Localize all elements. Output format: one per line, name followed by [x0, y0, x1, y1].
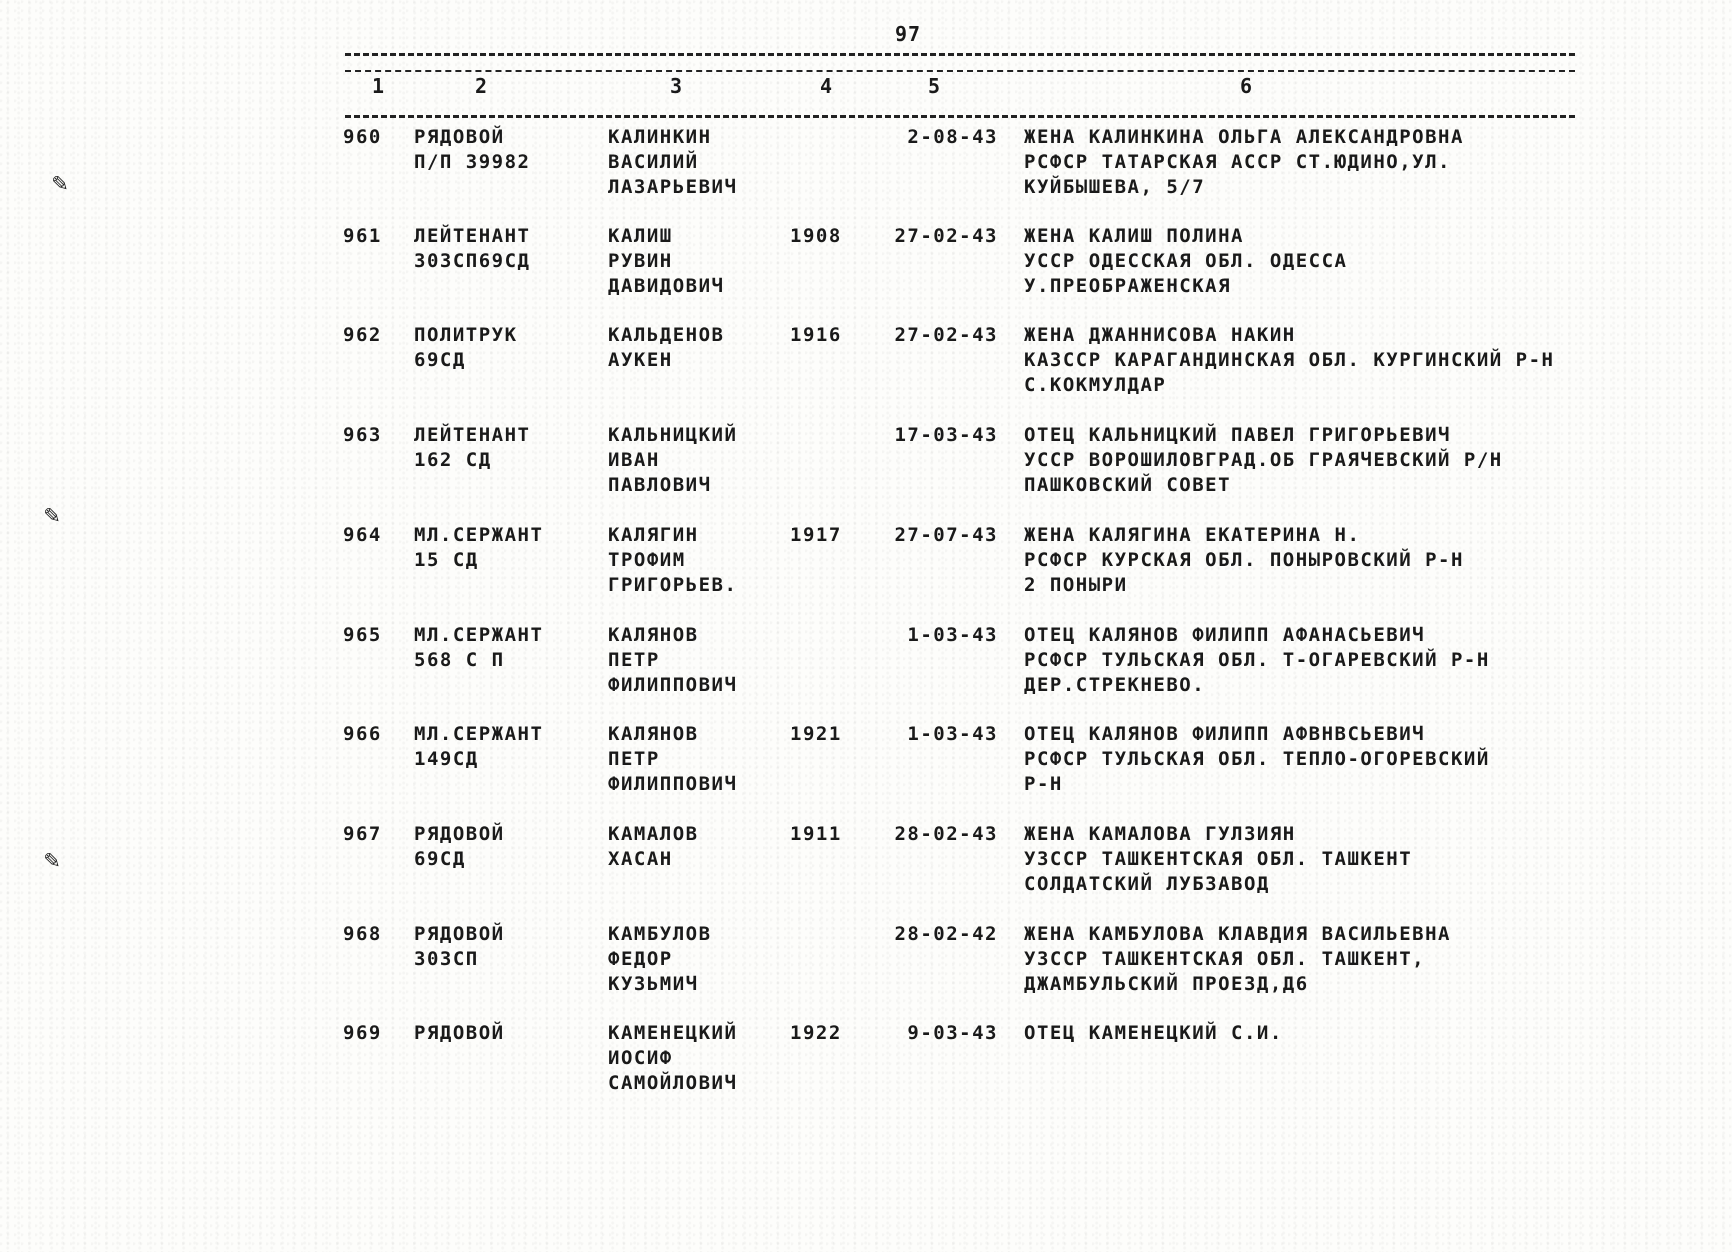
list-item [0, 1021, 1732, 1117]
rank-unit [414, 323, 518, 373]
relative-address-line: ОТЕЦ КАЛЬНИЦКИЙ ПАВЕЛ ГРИГОРЬЕВИЧ [1024, 424, 1451, 446]
date: 2-08-43 [907, 126, 998, 148]
full-name-line: КАМЕНЕЦКИЙ [608, 1022, 738, 1044]
full-name-line: КАМБУЛОВ [608, 923, 712, 945]
full-name-line: ДАВИДОВИЧ [608, 275, 725, 297]
rank-unit-line: МЛ.СЕРЖАНТ [414, 524, 544, 546]
page-number: 97 [895, 22, 922, 46]
full-name-line: ИОСИФ [608, 1047, 673, 1069]
birth-year: 1908 [790, 225, 842, 247]
full-name-line: ПЕТР [608, 748, 660, 770]
relative-address-line: ЖЕНА КАЛИШ ПОЛИНА [1024, 225, 1244, 247]
relative-address [1024, 224, 1347, 299]
rank-unit [414, 922, 505, 972]
entry-number: 960 [343, 126, 382, 148]
list-item [0, 224, 1732, 320]
full-name [608, 922, 712, 997]
relative-address-line: ЖЕНА КАМАЛОВА ГУЛЗИЯН [1024, 823, 1296, 845]
relative-address-line: РСФСР ТУЛЬСКАЯ ОБЛ. ТЕПЛО-ОГОРЕВСКИЙ [1024, 748, 1490, 770]
relative-address-line: КАЗССР КАРАГАНДИНСКАЯ ОБЛ. КУРГИНСКИЙ Р-Н [1024, 349, 1555, 371]
full-name-line: САМОЙЛОВИЧ [608, 1072, 738, 1094]
full-name-line: КАЛЬНИЦКИЙ [608, 424, 738, 446]
date: 28-02-43 [894, 823, 998, 845]
full-name-line: КАЛИШ [608, 225, 673, 247]
relative-address-line: ЖЕНА КАЛИНКИНА ОЛЬГА АЛЕКСАНДРОВНА [1024, 126, 1464, 148]
entry-number: 966 [343, 723, 382, 745]
column-header-4: 4 [820, 74, 833, 98]
relative-address-line: ЖЕНА КАМБУЛОВА КЛАВДИЯ ВАСИЛЬЕВНА [1024, 923, 1451, 945]
rank-unit [414, 623, 543, 673]
full-name [608, 125, 737, 200]
rank-unit-line: РЯДОВОЙ [414, 126, 505, 148]
full-name-line: КАЛЯГИН [608, 524, 699, 546]
rank-unit-line: РЯДОВОЙ [414, 1022, 505, 1044]
rank-unit [414, 523, 543, 573]
relative-address [1024, 722, 1490, 797]
rank-unit [414, 1021, 505, 1046]
rank-unit-line: 149СД [414, 748, 479, 770]
rank-unit-line: 303СП [414, 948, 479, 970]
rank-unit [414, 423, 530, 473]
full-name [608, 623, 737, 698]
column-header-2: 2 [475, 74, 488, 98]
full-name-line: КАЛЬДЕНОВ [608, 324, 725, 346]
rank-unit-line: 568 С П [414, 649, 505, 671]
relative-address-line: Р-Н [1024, 773, 1063, 795]
relative-address-line: У.ПРЕОБРАЖЕНСКАЯ [1024, 275, 1232, 297]
full-name-line: ХАСАН [608, 848, 673, 870]
column-header-3: 3 [670, 74, 683, 98]
rank-unit-line: ПОЛИТРУК [414, 324, 518, 346]
rank-unit-line: ЛЕЙТЕНАНТ [414, 424, 531, 446]
date: 27-02-43 [894, 225, 998, 247]
list-item [0, 423, 1732, 519]
relative-address-line: СОЛДАТСКИЙ ЛУБЗАВОД [1024, 873, 1270, 895]
date: 9-03-43 [907, 1022, 998, 1044]
birth-year: 1911 [790, 823, 842, 845]
entry-number: 963 [343, 424, 382, 446]
birth-year: 1917 [790, 524, 842, 546]
relative-address-line: УССР ОДЕССКАЯ ОБЛ. ОДЕССА [1024, 250, 1348, 272]
date: 27-07-43 [894, 524, 998, 546]
full-name [608, 1021, 737, 1096]
full-name [608, 323, 724, 373]
relative-address [1024, 623, 1490, 698]
relative-address [1024, 822, 1412, 897]
full-name-line: ГРИГОРЬЕВ. [608, 574, 738, 596]
entry-number: 968 [343, 923, 382, 945]
full-name [608, 822, 699, 872]
relative-address-line: РСФСР КУРСКАЯ ОБЛ. ПОНЫРОВСКИЙ Р-Н [1024, 549, 1464, 571]
relative-address-line: КУЙБЫШЕВА, 5/7 [1024, 176, 1206, 198]
rank-unit-line: 69СД [414, 848, 466, 870]
column-header-6: 6 [1240, 74, 1253, 98]
relative-address [1024, 423, 1503, 498]
rank-unit [414, 125, 530, 175]
full-name-line: ПАВЛОВИЧ [608, 474, 712, 496]
header-rule-top [345, 53, 1575, 56]
relative-address-line: РСФСР ТАТАРСКАЯ АССР СТ.ЮДИНО,УЛ. [1024, 151, 1451, 173]
rank-unit-line: 303СП69СД [414, 250, 531, 272]
rank-unit-line: ЛЕЙТЕНАНТ [414, 225, 531, 247]
date: 1-03-43 [907, 624, 998, 646]
relative-address-line: С.КОКМУЛДАР [1024, 374, 1167, 396]
birth-year: 1916 [790, 324, 842, 346]
list-item [0, 125, 1732, 221]
rank-unit-line: РЯДОВОЙ [414, 923, 505, 945]
rank-unit-line: 69СД [414, 349, 466, 371]
relative-address-line: ПАШКОВСКИЙ СОВЕТ [1024, 474, 1232, 496]
full-name-line: ТРОФИМ [608, 549, 686, 571]
rank-unit-line: П/П 39982 [414, 151, 531, 173]
date: 1-03-43 [907, 723, 998, 745]
date: 27-02-43 [894, 324, 998, 346]
rank-unit [414, 722, 543, 772]
full-name-line: ФЕДОР [608, 948, 673, 970]
relative-address-line: УССР ВОРОШИЛОВГРАД.ОБ ГРАЯЧЕВСКИЙ Р/Н [1024, 449, 1503, 471]
full-name-line: ИВАН [608, 449, 660, 471]
column-header-1: 1 [372, 74, 385, 98]
relative-address [1024, 1021, 1283, 1046]
entry-number: 967 [343, 823, 382, 845]
rank-unit-line: РЯДОВОЙ [414, 823, 505, 845]
relative-address-line: ЖЕНА КАЛЯГИНА ЕКАТЕРИНА Н. [1024, 524, 1361, 546]
header-rule-middle [345, 70, 1575, 72]
date: 28-02-42 [894, 923, 998, 945]
full-name-line: КАЛИНКИН [608, 126, 712, 148]
full-name-line: КАМАЛОВ [608, 823, 699, 845]
relative-address-line: ДЕР.СТРЕКНЕВО. [1024, 674, 1206, 696]
entry-number: 961 [343, 225, 382, 247]
full-name-line: ФИЛИППОВИЧ [608, 773, 738, 795]
relative-address-line: 2 ПОНЫРИ [1024, 574, 1128, 596]
relative-address-line: РСФСР ТУЛЬСКАЯ ОБЛ. Т-ОГАРЕВСКИЙ Р-Н [1024, 649, 1490, 671]
relative-address [1024, 125, 1464, 200]
column-header-5: 5 [928, 74, 941, 98]
relative-address-line: УЗССР ТАШКЕНТСКАЯ ОБЛ. ТАШКЕНТ, [1024, 948, 1426, 970]
rank-unit [414, 224, 530, 274]
list-item [0, 623, 1732, 719]
birth-year: 1921 [790, 723, 842, 745]
rank-unit-line: МЛ.СЕРЖАНТ [414, 723, 544, 745]
relative-address [1024, 323, 1555, 398]
rank-unit-line: МЛ.СЕРЖАНТ [414, 624, 544, 646]
full-name-line: ВАСИЛИЙ [608, 151, 699, 173]
birth-year: 1922 [790, 1022, 842, 1044]
entry-number: 964 [343, 524, 382, 546]
full-name-line: АУКЕН [608, 349, 673, 371]
rank-unit-line: 15 СД [414, 549, 479, 571]
rank-unit [414, 822, 505, 872]
full-name-line: ЛАЗАРЬЕВИЧ [608, 176, 738, 198]
margin-mark: ✎ [44, 500, 60, 530]
full-name-line: КАЛЯНОВ [608, 723, 699, 745]
relative-address [1024, 523, 1464, 598]
full-name-line: ФИЛИППОВИЧ [608, 674, 738, 696]
list-item [0, 523, 1732, 619]
full-name [608, 523, 737, 598]
full-name-line: РУВИН [608, 250, 673, 272]
relative-address-line: ДЖАМБУЛЬСКИЙ ПРОЕЗД,Д6 [1024, 973, 1309, 995]
relative-address-line: УЗССР ТАШКЕНТСКАЯ ОБЛ. ТАШКЕНТ [1024, 848, 1413, 870]
header-rule-bottom [345, 115, 1575, 118]
entry-number: 965 [343, 624, 382, 646]
list-item [0, 323, 1732, 419]
list-item [0, 822, 1732, 918]
margin-mark: ✎ [44, 845, 60, 875]
full-name-line: ПЕТР [608, 649, 660, 671]
list-item [0, 922, 1732, 1018]
full-name [608, 224, 724, 299]
relative-address-line: ЖЕНА ДЖАННИСОВА НАКИН [1024, 324, 1296, 346]
relative-address-line: ОТЕЦ КАЛЯНОВ ФИЛИПП АФАНАСЬЕВИЧ [1024, 624, 1426, 646]
relative-address [1024, 922, 1451, 997]
margin-mark: ✎ [52, 168, 68, 198]
full-name [608, 423, 737, 498]
entry-number: 969 [343, 1022, 382, 1044]
rank-unit-line: 162 СД [414, 449, 492, 471]
relative-address-line: ОТЕЦ КАМЕНЕЦКИЙ С.И. [1024, 1022, 1283, 1044]
list-item [0, 722, 1732, 818]
full-name-line: КУЗЬМИЧ [608, 973, 699, 995]
date: 17-03-43 [894, 424, 998, 446]
full-name-line: КАЛЯНОВ [608, 624, 699, 646]
entry-number: 962 [343, 324, 382, 346]
relative-address-line: ОТЕЦ КАЛЯНОВ ФИЛИПП АФВНВСЬЕВИЧ [1024, 723, 1426, 745]
full-name [608, 722, 737, 797]
